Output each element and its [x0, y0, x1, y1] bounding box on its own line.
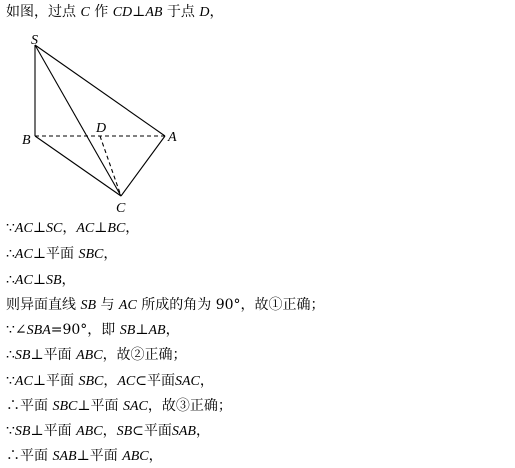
step-text: ⊂平面	[132, 423, 172, 439]
step-9	[6, 422, 210, 441]
label-b: B	[22, 133, 31, 148]
step-text: ⊥平面	[30, 423, 77, 439]
label-s: S	[31, 33, 38, 48]
step-symbol: SB	[116, 424, 133, 439]
step-symbol: AC	[76, 221, 95, 236]
step-symbol: SB	[14, 424, 31, 439]
step-text: ⊥平面	[77, 398, 123, 414]
step-8	[6, 397, 232, 416]
step-6	[6, 346, 187, 365]
intro-text-1: 如图，过点	[6, 4, 81, 20]
step-text: ，	[102, 423, 117, 439]
step-text: ∴	[6, 246, 15, 262]
step-symbol: SB	[119, 323, 136, 338]
step-text: ，	[103, 373, 118, 389]
step-text: ∴平面	[6, 398, 53, 414]
step-4	[6, 296, 325, 315]
perp-symbol: ⊥	[132, 4, 146, 20]
step-symbol: ABC	[122, 449, 149, 464]
step-text: ⊥	[32, 220, 46, 236]
step-symbol: SAB	[171, 424, 196, 439]
step-text: ⊂平面	[135, 373, 175, 389]
edge-sc	[35, 45, 121, 196]
step-text: ∴	[6, 272, 15, 288]
step-text: ∴	[6, 347, 15, 363]
step-symbol: SB	[80, 298, 97, 313]
step-symbol: SBC	[78, 247, 104, 262]
point-c: C	[80, 5, 90, 20]
step-text: ∵∠	[6, 322, 27, 338]
edge-cd-dashed	[100, 136, 121, 196]
geometry-figure	[0, 30, 200, 220]
step-symbol: AC	[14, 221, 33, 236]
step-text: ，	[61, 272, 76, 288]
step-text: ，	[62, 220, 77, 236]
step-symbol: BC	[107, 221, 126, 236]
step-text: ⊥平面	[76, 448, 123, 464]
intro-text-2: 作	[89, 4, 113, 20]
step-symbol: SAC	[174, 374, 200, 389]
step-text: ，	[199, 373, 214, 389]
label-c: C	[116, 201, 126, 216]
step-text: ⊥	[32, 272, 46, 288]
intro-line	[6, 3, 223, 22]
step-text: ，	[195, 423, 210, 439]
step-symbol: SB	[45, 273, 62, 288]
step-text: ，	[165, 322, 180, 338]
step-text: ∴平面	[6, 448, 53, 464]
step-text: ，	[125, 220, 140, 236]
step-symbol: SC	[45, 221, 63, 236]
step-1	[6, 219, 139, 238]
intro-text-4: ，	[209, 4, 224, 20]
step-3	[6, 271, 76, 290]
step-symbol: AC	[14, 247, 33, 262]
step-5	[6, 321, 180, 340]
step-2	[6, 245, 117, 264]
step-text: ⊥	[94, 220, 108, 236]
step-symbol: SAB	[52, 449, 77, 464]
step-text: ⊥平面	[30, 347, 77, 363]
step-symbol: ABC	[76, 348, 103, 363]
step-symbol: SBA	[26, 323, 51, 338]
step-text: ∵	[6, 220, 15, 236]
step-text: 与	[96, 297, 119, 313]
edge-ac	[121, 136, 165, 196]
step-text: ∵	[6, 423, 15, 439]
step-text: ∵	[6, 373, 15, 389]
step-symbol: AC	[118, 298, 137, 313]
label-d: D	[96, 121, 107, 136]
label-a: A	[168, 130, 177, 145]
step-symbol: AC	[117, 374, 136, 389]
step-text: ⊥平面	[32, 373, 79, 389]
step-text: ，	[148, 448, 163, 464]
step-symbol: AC	[14, 374, 33, 389]
edge-bc	[35, 136, 121, 196]
step-text: 所成的角为 90°，故①正确；	[136, 297, 325, 313]
point-d: D	[199, 5, 210, 20]
segment-cd: CD	[112, 5, 133, 20]
segment-ab: AB	[145, 5, 163, 20]
step-text: ⊥	[135, 322, 149, 338]
step-10	[6, 447, 163, 466]
step-text: ，故②正确；	[102, 347, 187, 363]
step-symbol: AC	[14, 273, 33, 288]
step-text: =90°，即	[50, 322, 120, 338]
step-symbol: ABC	[76, 424, 103, 439]
step-symbol: SAC	[122, 399, 148, 414]
step-symbol: SB	[14, 348, 31, 363]
step-7	[6, 372, 214, 391]
step-symbol: SBC	[78, 374, 104, 389]
step-symbol: AB	[148, 323, 166, 338]
step-symbol: SBC	[52, 399, 78, 414]
step-text: ⊥平面	[32, 246, 79, 262]
step-text: ，	[103, 246, 118, 262]
step-text: 则异面直线	[6, 297, 81, 313]
intro-text-3: 于点	[162, 4, 200, 20]
step-text: ，故③正确；	[147, 398, 232, 414]
